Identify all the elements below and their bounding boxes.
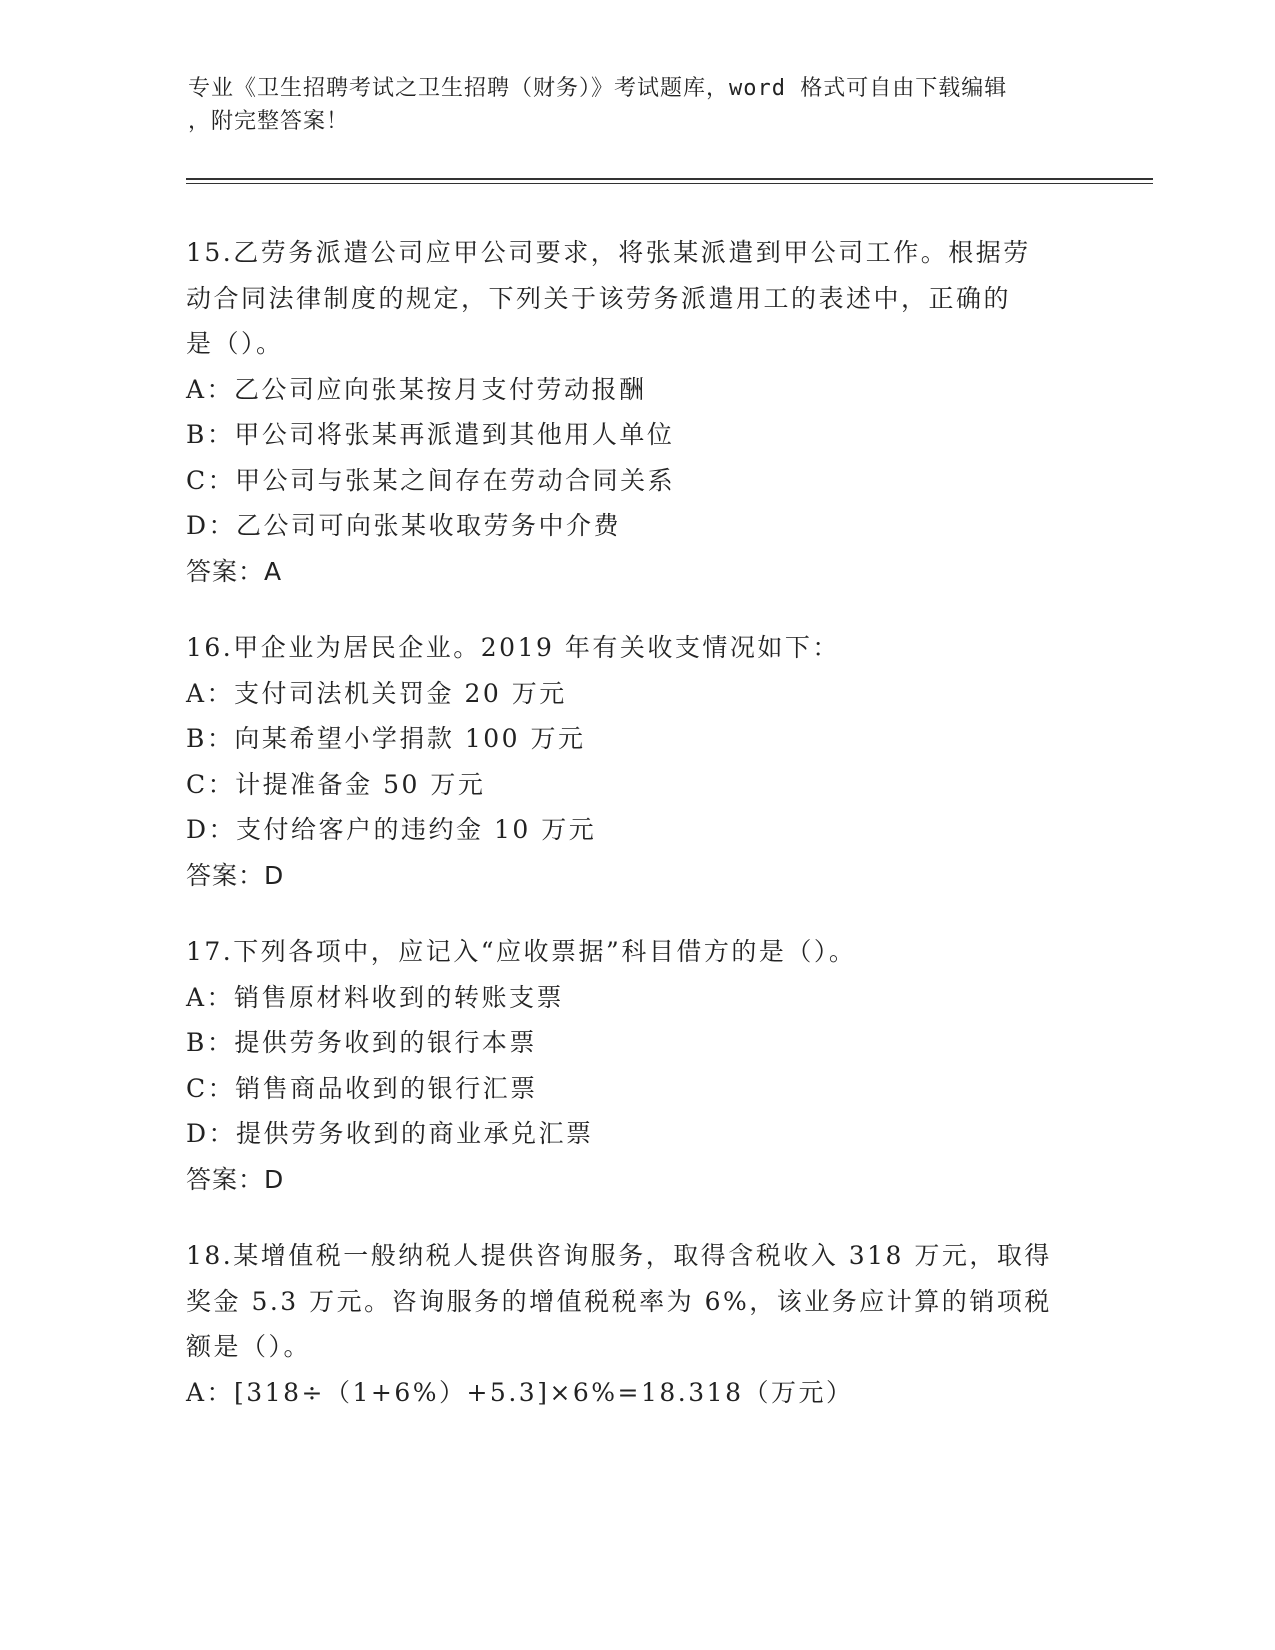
question-16 — [186, 625, 1086, 898]
header-line-1: 专业《卫生招聘考试之卫生招聘（财务）》考试题库，word 格式可自由下载编辑 — [188, 76, 1008, 101]
option-b: B：甲公司将张某再派遣到其他用人单位 — [186, 420, 675, 449]
answer: 答案：D — [186, 1164, 285, 1194]
option-d: D：乙公司可向张某收取劳务中介费 — [186, 511, 622, 540]
answer: 答案：D — [186, 860, 285, 890]
header-divider-secondary — [186, 183, 1153, 184]
question-stem-line: 17.下列各项中，应记入“应收票据”科目借方的是（）。 — [186, 937, 857, 966]
option-d: D：提供劳务收到的商业承兑汇票 — [186, 1119, 594, 1148]
document-header — [188, 72, 1088, 138]
option-a: A：[318÷（1+6%）+5.3]×6%=18.318（万元） — [186, 1377, 854, 1407]
answer: 答案：A — [186, 556, 283, 586]
header-line-2: ，附完整答案！ — [188, 109, 350, 134]
option-c: C：甲公司与张某之间存在劳动合同关系 — [186, 465, 676, 495]
option-a: A：支付司法机关罚金 20 万元 — [186, 678, 567, 708]
option-b: B：提供劳务收到的银行本票 — [186, 1028, 537, 1057]
question-18 — [186, 1233, 1086, 1415]
option-b: B：向某希望小学捐款 100 万元 — [186, 724, 586, 753]
option-c: C：销售商品收到的银行汇票 — [186, 1073, 538, 1103]
question-list — [186, 230, 1086, 1446]
option-a: A：乙公司应向张某按月支付劳动报酬 — [186, 374, 647, 404]
option-c: C：计提准备金 50 万元 — [186, 769, 486, 799]
question-stem-line: 额是（）。 — [186, 1332, 312, 1361]
option-d: D：支付给客户的违约金 10 万元 — [186, 815, 597, 844]
question-15 — [186, 230, 1086, 594]
header-divider — [186, 178, 1153, 180]
question-stem-line: 动合同法律制度的规定，下列关于该劳务派遣用工的表述中，正确的 — [186, 283, 1012, 313]
question-stem-line: 15.乙劳务派遣公司应甲公司要求，将张某派遣到甲公司工作。根据劳 — [186, 238, 1031, 267]
question-stem-line: 18.某增值税一般纳税人提供咨询服务，取得含税收入 318 万元，取得 — [186, 1241, 1052, 1270]
question-17 — [186, 929, 1086, 1202]
option-a: A：销售原材料收到的转账支票 — [186, 982, 565, 1012]
question-stem-line: 奖金 5.3 万元。咨询服务的增值税税率为 6%，该业务应计算的销项税 — [186, 1286, 1052, 1316]
question-stem-line: 是（）。 — [186, 329, 284, 358]
question-stem-line: 16.甲企业为居民企业。2019 年有关收支情况如下： — [186, 633, 840, 662]
